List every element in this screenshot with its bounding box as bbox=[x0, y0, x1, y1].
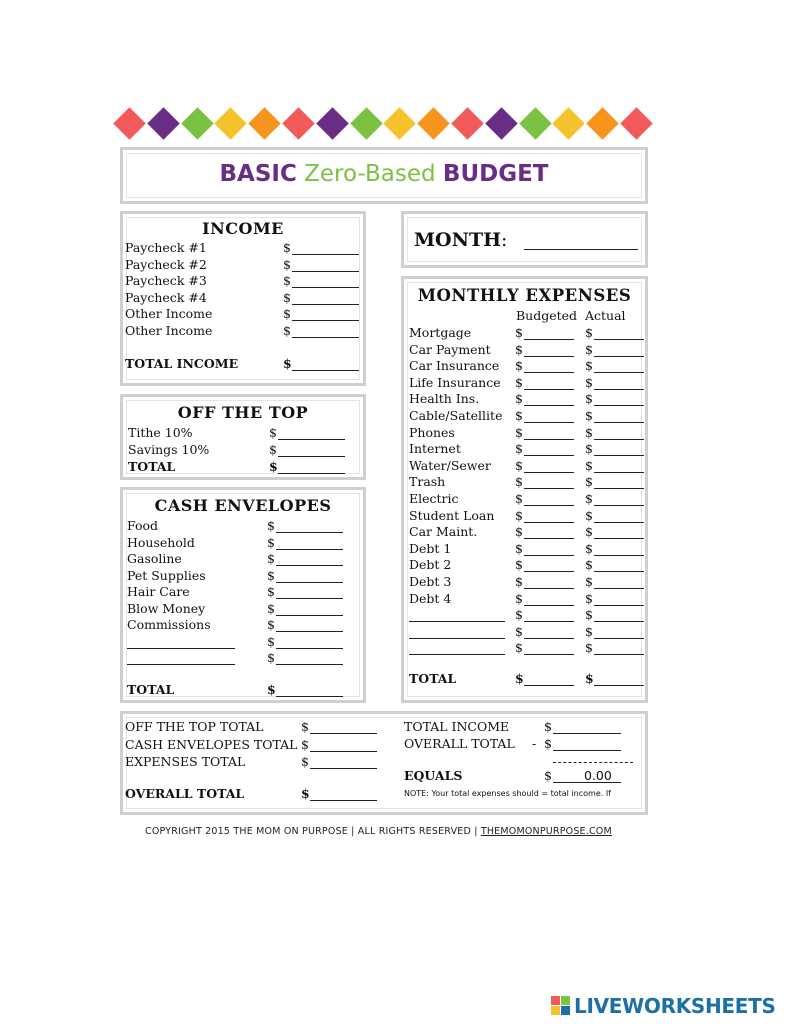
expense-budgeted-field[interactable] bbox=[524, 588, 574, 589]
dollar-sign: $ bbox=[301, 719, 309, 734]
cash_envelopes-label: Pet Supplies bbox=[127, 567, 206, 583]
summary-overall-total-field[interactable] bbox=[553, 750, 621, 751]
expense-actual-field[interactable] bbox=[594, 455, 644, 456]
cash_envelopes-label: Food bbox=[127, 518, 159, 533]
dollar-sign: $ bbox=[515, 408, 523, 423]
dollar-sign: $ bbox=[515, 574, 523, 589]
off-the-top-heading: OFF THE TOP bbox=[177, 403, 309, 422]
dollar-sign: $ bbox=[515, 524, 523, 540]
off-the-top-section bbox=[120, 394, 366, 480]
expense-label: Car Insurance bbox=[409, 358, 500, 374]
expense-label: Water/Sewer bbox=[409, 457, 491, 473]
expense-budgeted-field[interactable] bbox=[524, 605, 574, 606]
dollar-sign: $ bbox=[585, 574, 593, 589]
expense-label: Cable/Satellite bbox=[409, 408, 503, 423]
month-label: MONTH bbox=[414, 229, 502, 251]
dollar-sign: $ bbox=[515, 374, 523, 390]
dollar-sign: $ bbox=[283, 289, 291, 305]
expense-label: Debt 1 bbox=[409, 540, 452, 556]
dollar-sign: $ bbox=[283, 273, 291, 289]
expense-blank-label-field[interactable] bbox=[409, 621, 505, 622]
month-field[interactable] bbox=[524, 249, 638, 250]
off_the_top-field[interactable] bbox=[278, 456, 345, 457]
dollar-sign: $ bbox=[515, 424, 523, 440]
expense-actual-field[interactable] bbox=[594, 522, 644, 523]
brand-tile bbox=[551, 1006, 560, 1015]
dollar-sign: $ bbox=[269, 425, 277, 440]
dollar-sign: $ bbox=[585, 325, 593, 340]
dollar-sign: $ bbox=[585, 457, 593, 473]
expense-budgeted-field[interactable] bbox=[524, 422, 574, 423]
dollar-sign: $ bbox=[267, 518, 275, 533]
cash_envelopes-field[interactable] bbox=[276, 598, 343, 599]
minus-sign: - bbox=[532, 736, 537, 751]
income-label: Paycheck #2 bbox=[125, 256, 207, 272]
cash_envelopes-label: Household bbox=[127, 534, 195, 550]
dollar-sign: $ bbox=[585, 474, 593, 490]
dollar-sign: $ bbox=[269, 459, 278, 474]
expense-budgeted-field[interactable] bbox=[524, 654, 574, 655]
summary-equals-value: 0.00 bbox=[584, 768, 612, 783]
expense-budgeted-field[interactable] bbox=[524, 621, 574, 622]
expense-actual-field[interactable] bbox=[594, 356, 644, 357]
summary-label: CASH ENVELOPES TOTAL bbox=[125, 736, 298, 752]
expense-label: Life Insurance bbox=[409, 374, 501, 390]
dollar-sign: $ bbox=[515, 507, 523, 523]
income-field[interactable] bbox=[292, 254, 359, 255]
dollar-sign: $ bbox=[515, 441, 523, 457]
cash-envelopes-section bbox=[120, 487, 366, 703]
brand-tile bbox=[561, 996, 570, 1005]
dollar-sign: $ bbox=[301, 736, 309, 752]
col-actual: Actual bbox=[585, 308, 626, 323]
expense-label: Internet bbox=[409, 441, 461, 457]
diamond-shape bbox=[316, 107, 349, 140]
cash_envelopes-field[interactable] bbox=[276, 549, 343, 550]
dollar-sign: $ bbox=[544, 719, 552, 734]
liveworksheets-tiles-icon bbox=[551, 996, 571, 1016]
income-total-field[interactable] bbox=[292, 370, 359, 371]
dollar-sign: $ bbox=[283, 256, 291, 272]
expense-label: Debt 2 bbox=[409, 557, 452, 573]
dollar-sign: $ bbox=[515, 457, 523, 473]
expense-budgeted-field[interactable] bbox=[524, 389, 574, 390]
summary-overall-total-label: OVERALL TOTAL bbox=[404, 736, 515, 751]
expense-budgeted-field[interactable] bbox=[524, 555, 574, 556]
dollar-sign: $ bbox=[515, 491, 523, 506]
dollar-sign: $ bbox=[585, 671, 594, 686]
cash_envelopes-field[interactable] bbox=[276, 615, 343, 616]
dollar-sign: $ bbox=[585, 391, 593, 407]
diamond-shape bbox=[248, 107, 281, 140]
expense-actual-field[interactable] bbox=[594, 605, 644, 606]
expense-label: Trash bbox=[409, 474, 446, 490]
diamond-shape bbox=[113, 107, 146, 140]
summary-label: EXPENSES TOTAL bbox=[125, 754, 246, 769]
expense-budgeted-field[interactable] bbox=[524, 472, 574, 473]
expense-blank-label-field[interactable] bbox=[409, 654, 505, 655]
diamond-shape bbox=[215, 107, 248, 140]
dollar-sign: $ bbox=[585, 408, 593, 423]
income-field[interactable] bbox=[292, 287, 359, 288]
dollar-sign: $ bbox=[585, 358, 593, 374]
dollar-sign: $ bbox=[515, 474, 523, 490]
income-field[interactable] bbox=[292, 271, 359, 272]
dollar-sign: $ bbox=[283, 240, 291, 255]
dollar-sign: $ bbox=[585, 640, 593, 656]
summary-label: OFF THE TOP TOTAL bbox=[125, 719, 264, 734]
dollar-sign: $ bbox=[269, 441, 277, 457]
dollar-sign: $ bbox=[585, 623, 593, 639]
expense-actual-field[interactable] bbox=[594, 488, 644, 489]
dollar-sign: $ bbox=[283, 306, 291, 322]
dollar-sign: $ bbox=[267, 600, 275, 616]
expense-budgeted-field[interactable] bbox=[524, 339, 574, 340]
month-section bbox=[401, 211, 648, 268]
title-zero-based: Zero-Based bbox=[296, 161, 443, 187]
expense-budgeted-field[interactable] bbox=[524, 356, 574, 357]
dollar-sign: $ bbox=[301, 786, 310, 801]
income-field[interactable] bbox=[292, 320, 359, 321]
expense-actual-field[interactable] bbox=[594, 472, 644, 473]
cash-blank-label-field[interactable] bbox=[127, 664, 235, 665]
summary-field[interactable] bbox=[310, 733, 377, 734]
month-colon: : bbox=[501, 229, 508, 251]
expense-label: Health Ins. bbox=[409, 391, 480, 407]
dollar-sign: $ bbox=[267, 617, 275, 632]
dollar-sign: $ bbox=[585, 524, 593, 540]
dollar-sign: $ bbox=[585, 590, 593, 606]
cash_envelopes-label: Gasoline bbox=[127, 551, 182, 566]
month-label-wrap bbox=[414, 229, 507, 251]
monthly-expenses-heading: MONTHLY EXPENSES bbox=[417, 286, 632, 305]
cash_envelopes-field[interactable] bbox=[276, 565, 343, 566]
income-label: Other Income bbox=[125, 323, 213, 338]
dollar-sign: $ bbox=[585, 424, 593, 440]
off-the-top-total-label: TOTAL bbox=[128, 459, 176, 474]
income-field[interactable] bbox=[292, 304, 359, 305]
dollar-sign: $ bbox=[585, 557, 593, 573]
dollar-sign: $ bbox=[585, 491, 593, 506]
summary-equals-label: EQUALS bbox=[404, 768, 463, 783]
summary-total-income-label: TOTAL INCOME bbox=[404, 719, 510, 734]
dollar-sign: $ bbox=[544, 736, 552, 751]
dollar-sign: $ bbox=[267, 584, 275, 599]
diamond-shape bbox=[451, 107, 484, 140]
title-budget: BUDGET bbox=[442, 161, 549, 187]
income-label: Paycheck #1 bbox=[125, 240, 207, 255]
dollar-sign: $ bbox=[267, 567, 275, 583]
expense-budgeted-field[interactable] bbox=[524, 538, 574, 539]
dollar-sign: $ bbox=[544, 768, 552, 783]
dollar-sign: $ bbox=[585, 507, 593, 523]
dollar-sign: $ bbox=[515, 607, 523, 623]
copyright-link[interactable]: THEMOMONPURPOSE.COM bbox=[480, 826, 612, 837]
copyright-text: COPYRIGHT 2015 THE MOM ON PURPOSE | ALL RIGHTS RESERVED | bbox=[145, 826, 481, 837]
dollar-sign: $ bbox=[267, 650, 275, 665]
dollar-sign: $ bbox=[515, 341, 523, 357]
expense-budgeted-field[interactable] bbox=[524, 405, 574, 406]
expense-actual-field[interactable] bbox=[594, 422, 644, 423]
diamond-shape bbox=[417, 107, 450, 140]
dollar-sign: $ bbox=[585, 374, 593, 390]
expense-budgeted-field[interactable] bbox=[524, 488, 574, 489]
cash-blank-field[interactable] bbox=[276, 664, 343, 665]
dollar-sign: $ bbox=[585, 540, 593, 556]
dollar-sign: $ bbox=[515, 623, 523, 639]
expense-actual-field[interactable] bbox=[594, 571, 644, 572]
cash-blank-field[interactable] bbox=[276, 648, 343, 649]
summary-separator bbox=[553, 762, 633, 763]
dollar-sign: $ bbox=[267, 534, 275, 550]
summary-total-income-field[interactable] bbox=[553, 733, 621, 734]
expense-actual-field[interactable] bbox=[594, 405, 644, 406]
title-box bbox=[120, 147, 648, 204]
expense-label: Electric bbox=[409, 491, 459, 506]
expense-budgeted-field[interactable] bbox=[524, 571, 574, 572]
dollar-sign: $ bbox=[585, 607, 593, 623]
off_the_top-label: Tithe 10% bbox=[128, 425, 193, 440]
expense-actual-field[interactable] bbox=[594, 372, 644, 373]
diamond-shape bbox=[282, 107, 315, 140]
off_the_top-label: Savings 10% bbox=[128, 441, 210, 457]
monthly-expenses-section bbox=[401, 276, 648, 703]
expense-label: Debt 4 bbox=[409, 590, 452, 606]
liveworksheets-brand: LIVEWORKSHEETS bbox=[574, 994, 776, 1018]
summary-section bbox=[120, 711, 648, 815]
dollar-sign: $ bbox=[515, 358, 523, 374]
expense-actual-field[interactable] bbox=[594, 339, 644, 340]
expenses-total-budgeted-field[interactable] bbox=[524, 685, 574, 686]
expense-label: Student Loan bbox=[409, 507, 495, 523]
expense-actual-field[interactable] bbox=[594, 439, 644, 440]
diamond-shape bbox=[147, 107, 180, 140]
expense-budgeted-field[interactable] bbox=[524, 638, 574, 639]
dollar-sign: $ bbox=[585, 341, 593, 357]
brand-tile bbox=[551, 996, 560, 1005]
col-budgeted: Budgeted bbox=[516, 308, 578, 323]
dollar-sign: $ bbox=[267, 633, 275, 649]
cash-envelopes-heading: CASH ENVELOPES bbox=[154, 496, 332, 515]
income-label: Paycheck #4 bbox=[125, 289, 207, 305]
cash_envelopes-label: Commissions bbox=[127, 617, 211, 632]
expense-budgeted-field[interactable] bbox=[524, 372, 574, 373]
dollar-sign: $ bbox=[283, 356, 292, 371]
dollar-sign: $ bbox=[585, 441, 593, 457]
expense-budgeted-field[interactable] bbox=[524, 455, 574, 456]
expense-actual-field[interactable] bbox=[594, 538, 644, 539]
income-field[interactable] bbox=[292, 337, 359, 338]
expense-label: Car Maint. bbox=[409, 524, 478, 540]
income-label: Paycheck #3 bbox=[125, 273, 207, 289]
dollar-sign: $ bbox=[515, 391, 523, 407]
off-the-top-total-field[interactable] bbox=[278, 473, 345, 474]
cash_envelopes-label: Hair Care bbox=[127, 584, 190, 599]
expense-actual-field[interactable] bbox=[594, 621, 644, 622]
summary-overall-label: OVERALL TOTAL bbox=[125, 786, 245, 801]
cash_envelopes-label: Blow Money bbox=[127, 600, 206, 616]
expense-budgeted-field[interactable] bbox=[524, 439, 574, 440]
expense-label: Debt 3 bbox=[409, 574, 452, 589]
dollar-sign: $ bbox=[301, 754, 309, 769]
expenses-total-label: TOTAL bbox=[409, 671, 457, 686]
cash-total-field[interactable] bbox=[276, 696, 343, 697]
brand-tile bbox=[561, 1006, 570, 1015]
dollar-sign: $ bbox=[515, 671, 524, 686]
income-heading: INCOME bbox=[202, 219, 284, 238]
income-total-label: TOTAL INCOME bbox=[125, 356, 239, 371]
income-section bbox=[120, 211, 366, 386]
income-label: Other Income bbox=[125, 306, 213, 322]
dollar-sign: $ bbox=[515, 640, 523, 656]
expense-actual-field[interactable] bbox=[594, 588, 644, 589]
cash-blank-label-field[interactable] bbox=[127, 648, 235, 649]
expense-label: Phones bbox=[409, 424, 455, 440]
expense-actual-field[interactable] bbox=[594, 555, 644, 556]
diamond-shape bbox=[586, 107, 619, 140]
cash-total-label: TOTAL bbox=[127, 682, 175, 697]
diamond-border bbox=[113, 108, 653, 142]
expense-blank-label-field[interactable] bbox=[409, 638, 505, 639]
page-title bbox=[123, 161, 645, 187]
dollar-sign: $ bbox=[515, 325, 523, 340]
diamond-shape bbox=[350, 107, 383, 140]
title-basic: BASIC bbox=[219, 161, 297, 187]
expense-actual-field[interactable] bbox=[594, 505, 644, 506]
summary-field[interactable] bbox=[310, 768, 377, 769]
cash_envelopes-field[interactable] bbox=[276, 532, 343, 533]
dollar-sign: $ bbox=[267, 682, 276, 697]
liveworksheets-logo bbox=[551, 993, 776, 1019]
dollar-sign: $ bbox=[515, 590, 523, 606]
dollar-sign: $ bbox=[515, 540, 523, 556]
off_the_top-field[interactable] bbox=[278, 439, 345, 440]
expense-budgeted-field[interactable] bbox=[524, 522, 574, 523]
expense-actual-field[interactable] bbox=[594, 389, 644, 390]
expense-budgeted-field[interactable] bbox=[524, 505, 574, 506]
expenses-total-actual-field[interactable] bbox=[594, 685, 644, 686]
diamond-shape bbox=[384, 107, 417, 140]
expense-label: Car Payment bbox=[409, 341, 491, 357]
cash_envelopes-field[interactable] bbox=[276, 631, 343, 632]
diamond-shape bbox=[485, 107, 518, 140]
summary-field[interactable] bbox=[310, 751, 377, 752]
dollar-sign: $ bbox=[515, 557, 523, 573]
copyright bbox=[145, 826, 612, 837]
cash_envelopes-field[interactable] bbox=[276, 582, 343, 583]
expense-label: Mortgage bbox=[409, 325, 472, 340]
dollar-sign: $ bbox=[283, 323, 291, 338]
dollar-sign: $ bbox=[267, 551, 275, 566]
diamond-shape bbox=[181, 107, 214, 140]
diamond-shape bbox=[519, 107, 552, 140]
summary-note: NOTE: Your total expenses should = total income. If bbox=[404, 789, 611, 798]
diamond-shape bbox=[553, 107, 586, 140]
summary-overall-field[interactable] bbox=[310, 800, 377, 801]
diamond-shape bbox=[620, 107, 653, 140]
expense-actual-field[interactable] bbox=[594, 638, 644, 639]
expense-actual-field[interactable] bbox=[594, 654, 644, 655]
